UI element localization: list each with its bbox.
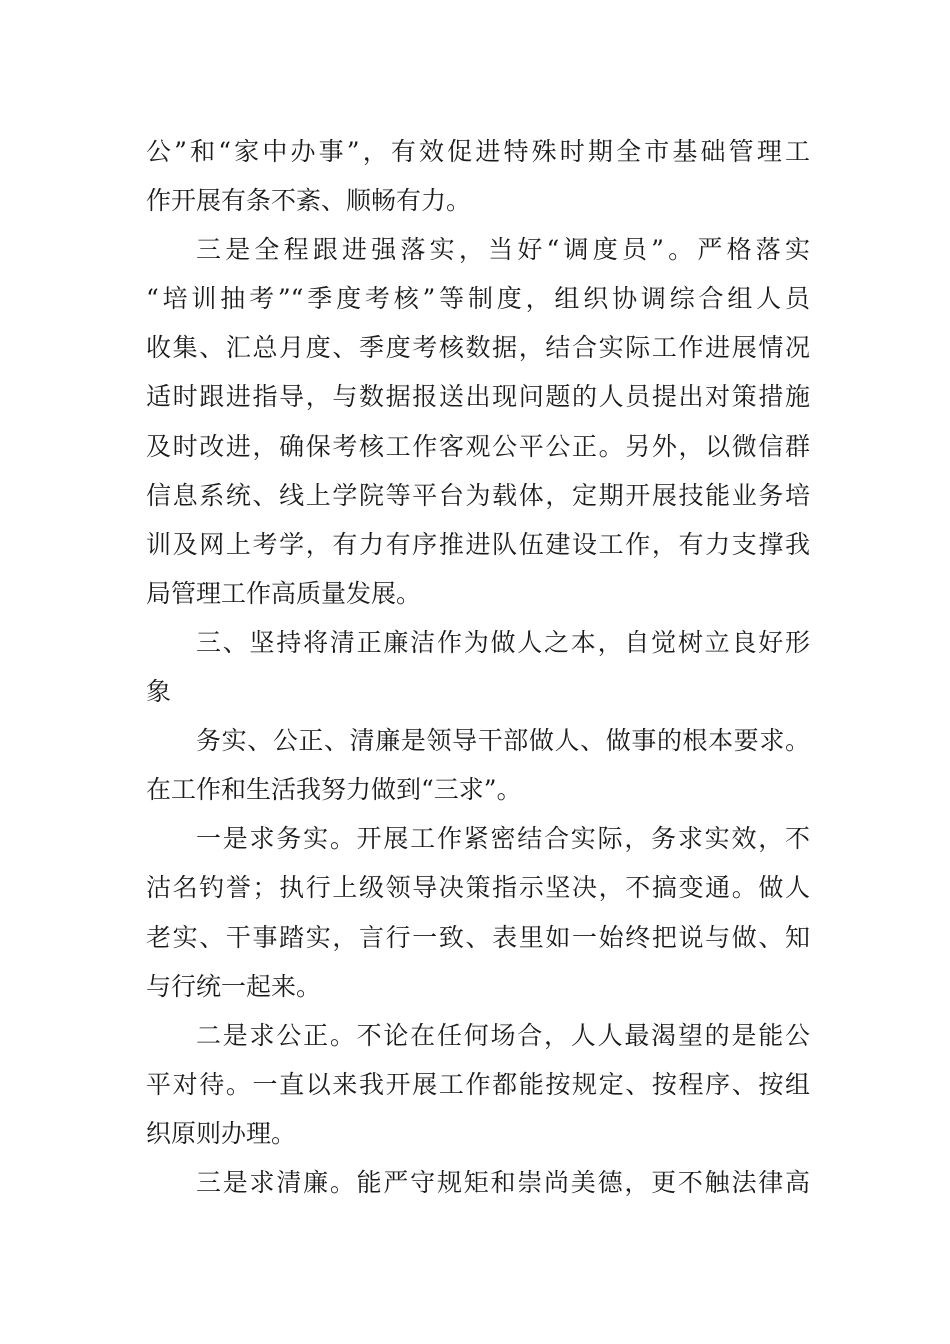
text-line: 公”和“家中办事”，有效促进特殊时期全市基础管理工 <box>146 137 810 166</box>
paragraph-first-line: 三是全程跟进强落实，当好“调度员”。严格落实 <box>196 235 810 265</box>
section-heading-continued: 象 <box>146 677 172 707</box>
text-line: 作开展有条不紊、顺畅有力。 <box>146 186 472 216</box>
text-line: 信息系统、线上学院等平台为载体，定期开展技能业务培 <box>146 480 810 510</box>
paragraph-first-line: 三是求清廉。能严守规矩和崇尚美德，更不触法律高 <box>196 1167 810 1197</box>
paragraph-first-line: 务实、公正、清廉是领导干部做人、做事的根本要求。 <box>196 726 810 756</box>
text-line: 训及网上考学，有力有序推进队伍建设工作，有力支撑我 <box>146 529 810 559</box>
text-line: 在工作和生活我努力做到“三求”。 <box>146 775 522 805</box>
paragraph-first-line: 一是求务实。开展工作紧密结合实际，务求实效，不 <box>196 824 810 854</box>
document-body <box>146 127 810 1207</box>
text-line: 收集、汇总月度、季度考核数据，结合实际工作进展情况 <box>146 333 810 363</box>
text-line: 织原则办理。 <box>146 1118 297 1148</box>
text-line: “培训抽考”“季度考核”等制度，组织协调综合组人员 <box>146 284 810 314</box>
text-line: 老实、干事踏实，言行一致、表里如一始终把说与做、知 <box>146 922 810 952</box>
text-line: 局管理工作高质量发展。 <box>146 578 422 608</box>
text-line: 平对待。一直以来我开展工作都能按规定、按程序、按组 <box>146 1069 810 1099</box>
text-line: 与行统一起来。 <box>146 971 322 1001</box>
paragraph-first-line: 二是求公正。不论在任何场合，人人最渴望的是能公 <box>196 1020 810 1050</box>
section-heading: 三、坚持将清正廉洁作为做人之本，自觉树立良好形 <box>196 627 810 657</box>
text-line: 适时跟进指导，与数据报送出现问题的人员提出对策措施 <box>146 382 810 412</box>
text-line: 沽名钓誉；执行上级领导决策指示坚决，不搞变通。做人 <box>146 873 810 903</box>
text-line: 及时改进，确保考核工作客观公平公正。另外，以微信群 <box>146 431 810 461</box>
